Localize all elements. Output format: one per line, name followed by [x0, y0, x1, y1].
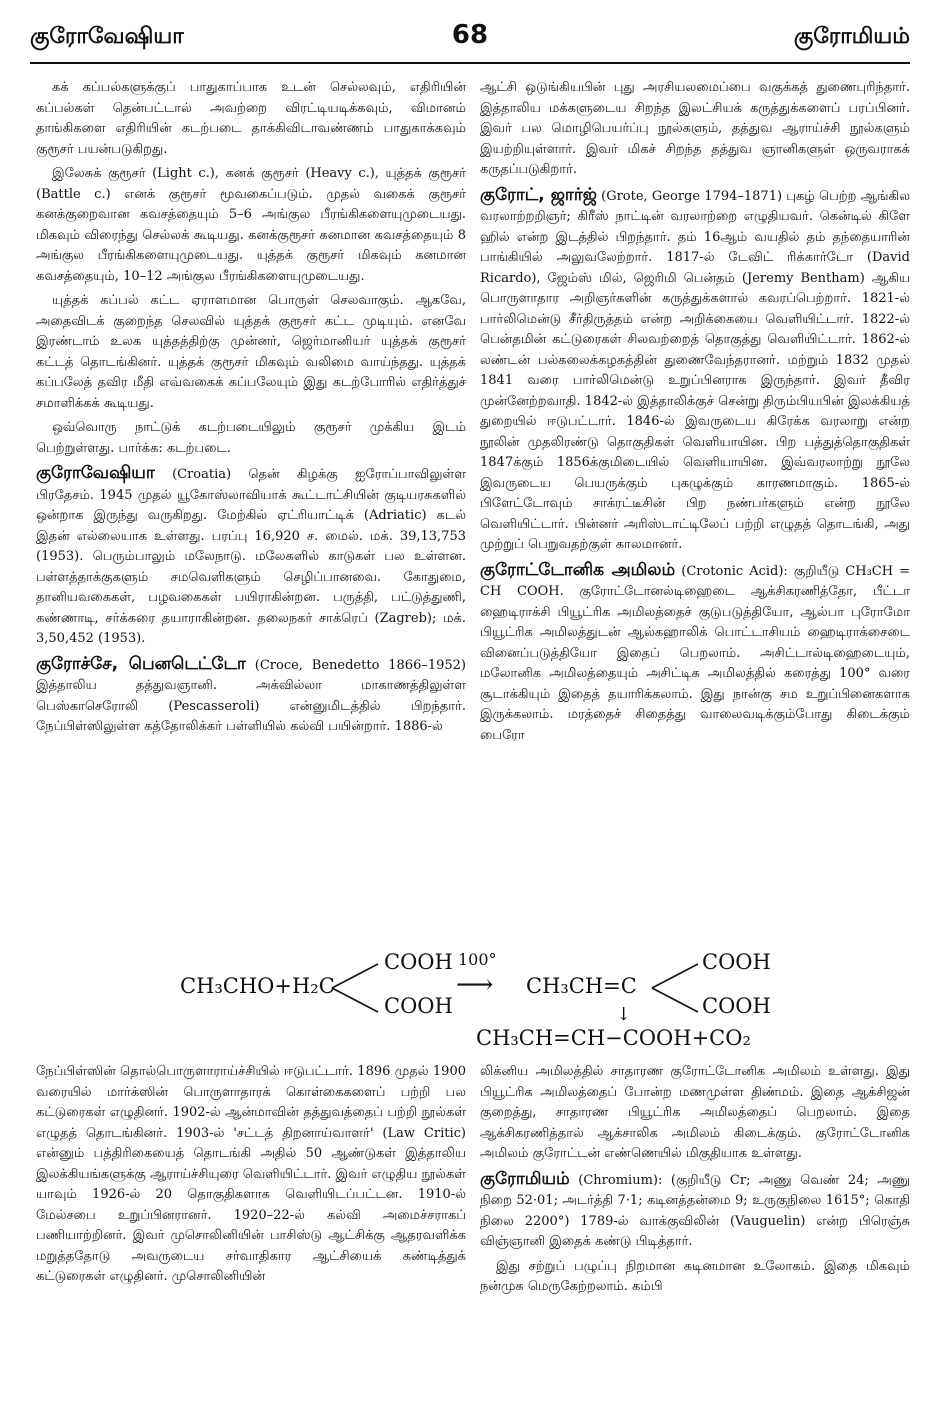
paragraph: யுத்தக் கப்பல் கட்ட ஏராளமான பொருள் செலவாகும். ஆகவே, அதைவிடக் குறைந்த செலவில் யுத்தக் குரூசர் கட்ட முடியும். எனவே இரண்டாம் உலக யுத்தத்திற்கு முன்னர், ஜெர்மானியர் யுத்தக் குரூசர் கட்டத் தொடங்கினர். யுத்தக் குரூசர் மிகவும் வலிமை வாய்ந்தது. யுத்தக் கப்பலேத் தவிர மீதி எவ்வகைக் கப்பலேயும் இது கடற்போரில் எதிர்த்துச் சமாளிக்கக் கூடியது. [36, 293, 466, 411]
entry-croatia [36, 463, 466, 650]
reaction-condition: 100° [458, 950, 497, 969]
intermediate-top-group: COOH [702, 950, 771, 974]
chemical-reaction [180, 948, 780, 1054]
entry-headword: குரோமியம் [480, 1168, 570, 1189]
entry-crotonic-acid [480, 560, 910, 747]
column-right-bottom [480, 1062, 910, 1418]
entry-text: (Croatia) தென் கிழக்கு ஐரோப்பாவிலுள்ள பிரதேசம். 1945 முதல் யூகோஸ்லாவியாக் கூட்டாட்சியின் குடியரசுகளில் ஒன்றாக இருந்து வருகிறது. மேற்கில் ஏட்ரியாட்டிக் (Adriatic) கடல் இதன் எல்லையாக உள்ளது. பரப்பு 16,920 ச. மைல். மக். 39,13,753 (1953). பெரும்பாலும் மலேநாடு. மலேகளில் காடுகள் பல உள்ளன. பள்ளத்தாக்குகளும் சமவெளிகளும் செழிப்பானவை. கோதுமை, தானியவகைகள், பழவகைகள் பயிராகின்றன. பருத்தி, பட்டுத்துணி, கண்ணாடி, சர்க்கரை தயாராகின்றன. தலைநகர் சாக்ரெப் (Zagreb); மக். 3,50,452 (1953). [36, 467, 466, 646]
page-number: 68 [451, 20, 489, 50]
branch-lines-left [330, 958, 382, 1018]
entry-headword: குரோட்டோனிக அமிலம் [480, 559, 676, 580]
paragraph: இலேசுக் குரூசர் (Light c.), கனக் குரூசர் (Heavy c.), யுத்தக் குரூசர் (Battle c.) எனக் குரூசர் மூவகைப்படும். முதல் வகைக் குரூசர் கனக்குறைவான கவசத்தையும் 5–6 அங்குல பீரங்கிகளையுமுடையது. மிகவும் விரைந்து செல்லக் கூடியது. கனக்குரூசர் கனமான கவசத்தையும் 8 அங்குல பீரங்கிகளையுமுடையது. யுத்தக் குரூசர் மிகவும் கனமான கவசத்தையும், 10–12 அங்குல பீரங்கிகளையுமுடையது. [36, 166, 466, 284]
reactant-top-group: COOH [384, 950, 453, 974]
down-arrow: ↓ [616, 1004, 632, 1025]
entry-text: (Croce, Benedetto 1866–1952) இத்தாலிய தத்துவஞானி. அக்வில்லா மாகாணத்திலுள்ள பெஸ்காசெரோலி (Pescasseroli) என்னுமிடத்தில் பிறந்தார். நேப்பிள்ஸிலுள்ள கத்தோலிக்கர் பள்ளியில் கல்வி பயின்றார். 1886-ல் [36, 657, 466, 734]
entry-text: (Chromium): (குறியீடு Cr; அணு வெண் 24; அணு நிறை 52·01; அடர்த்தி 7·1; கடினத்தன்மை 9; உருகுநிலை 1615°; கொதி நிலை 2200°) 1789-ல் வாக்குவிலின் (Vauguelin) என்ற பிரெஞ்சு விஞ்ஞானி இதைக் கண்டு பிடித்தார். [480, 1172, 910, 1249]
reactant-bottom-group: COOH [384, 994, 453, 1018]
branch-lines-right [650, 958, 702, 1018]
reactant-formula: CH₃CHO+H₂C [180, 974, 335, 998]
entry-chromium [480, 1169, 910, 1253]
column-right-top [480, 78, 910, 958]
entry-headword: குரோவேஷியா [36, 463, 155, 483]
column-left-top [36, 78, 466, 958]
column-left-bottom [36, 1062, 466, 1418]
entry-headword: குரோச்சே, பெனடெட்டோ [36, 653, 246, 674]
entry-grote [480, 185, 910, 556]
header-left-title: குரோவேஷியா [30, 24, 184, 49]
intermediate-formula: CH₃CH=C [526, 974, 637, 998]
paragraph: இது சற்றுப் பழுப்பு நிறமான கடினமான உலோகம். இதை மிகவும் நன்முக மெருகேற்றலாம். கம்பி [480, 1258, 910, 1294]
reaction-arrow: ⟶ [456, 970, 494, 1000]
entry-text: (Grote, George 1794–1871) புகழ் பெற்ற ஆங்கில வரலாற்றறிஞர்; கிரீஸ் நாட்டின் வரலாற்றை எழுதியவர். கென்டில் கிளே ஹில் என்ற இடத்தில் பிறந்தார். தம் 16ஆம் வயதில் தம் தந்தையாரின் பாங்கியில் அலுவலேற்றார். 1817-ல் டேவிட் ரிக்கார்டோ (David Ricardo), ஜேம்ஸ் மில், ஜெரிமி பென்தம் (Jeremy Bentham) ஆகிய பொருளாதார அறிஞர்களின் கருத்துக்களால் கவரப்பெற்றார். 1821-ல் பார்லிமென்டு சீர்திருத்தம் என்ற அறிக்கையை வெளியிட்டார். 1822-ல் பென்தமின் கட்டுரைகள் சிலவற்றைத் தொகுத்து வெளியிட்டார். 1862-ல் லண்டன் பல்கலைக்கழகத்தின் துணைவேந்தரானர். மற்றும் 1832 முதல் 1841 வரை பார்லிமென்டு உறுப்பினராக இருந்தார். இவர் தீவிர முன்னேற்றவாதி. 1842-ல் இத்தாலிக்குச் சென்று திரும்பியபின் இலக்கியத் துறையில் ஈடுபட்டார். 1846-ல் இவருடைய கிரேக்க வரலாறு என்ற நூலின் முதலிரண்டு தொகுதிகள் வெளியாயின. பிற பத்துத்தொகுதிகள் 1847க்கும் 1856க்குமிடையில் வெளியாயின. இவ்வரலாற்று நூலே இவருடைய பெயருக்கும் புகழுக்கும் காரணமாகும். 1865-ல் பிளேட்டோவும் சாக்ரட்டீசின் பிற நண்பர்களும் என்ற நூலே வெளியிட்டார். பின்னர் அரிஸ்டாட்டிலேப் பற்றி எழுதத் தொடங்கி, அது முற்றுப் பெறுவதற்குள் காலமானர். [480, 188, 910, 552]
product-formula: CH₃CH=CH−COOH+CO₂ [476, 1026, 751, 1050]
header-right-title: குரோமியம் [793, 24, 910, 49]
paragraph: லிக்னிய அமிலத்தில் சாதாரண குரோட்டோனிக அமிலம் உள்ளது. இது பியூட்ரிக அமிலத்தைப் போன்ற மணமுள்ள திண்மம். இதை ஆக்சிஜன் குறைத்து, சாதாரண பியூட்ரிக அமிலத்தைப் பெறலாம். இதை ஆக்சிகரணித்தால் ஆக்சாலிக அமிலம் கிடைக்கும். குரோட்டோனிக அமிலம் குரோட்டன் எண்ணெயில் மிகுதியாக உள்ளது. [480, 1064, 910, 1161]
paragraph: நேப்பிள்ஸின் தொல்பொருளாராய்ச்சியில் ஈடுபட்டார். 1896 முதல் 1900 வரையில் மார்க்ஸின் பொருளாதாரக் கொள்கைகளைப் பற்றி பல கட்டுரைகள் எழுதினர். 1902-ல் ஆன்மாவின் தத்துவத்தைப் பற்றி நூல்கள் எழுதத் தொடங்கினர். 1903-ல் 'சட்டத் திறனாய்வாளர்' (Law Critic) என்னும் பத்திரிகையைத் தொடங்கி அதில் 50 ஆண்டுகள் இத்தாலிய இலக்கியங்களுக்கு ஆராய்ச்சியுரை வெளியிட்டார். இவர் எழுதிய நூல்கள் யாவும் 1926-ல் 20 தொகுதிகளாக வெளியிடப்பட்டன. 1910-ல் மேல்சபை உறுப்பினரானர். 1920–22-ல் கல்வி அமைச்சராகப் பணியாற்றினர். இவர் முசொலினியின் பாசிஸ்டு ஆட்சிக்கு ஆதரவளிக்க மறுத்ததோடு அவருடைய சர்வாதிகார ஆட்சியைக் கண்டித்துக் கட்டுரைகள் எழுதினர். முசொலினியின் [36, 1064, 466, 1284]
intermediate-bottom-group: COOH [702, 994, 771, 1018]
paragraph: ஒவ்வொரு நாட்டுக் கடற்படையிலும் குரூசர் முக்கிய இடம் பெற்றுள்ளது. பார்க்க: கடற்படை. [36, 420, 466, 456]
entry-croce [36, 654, 466, 738]
paragraph: ஆட்சி ஒடுங்கியபின் புது அரசியலமைப்பை வகுக்கத் துணைபுரிந்தார். இத்தாலிய மக்களுடைய சிறந்த இலட்சியக் கருத்துக்களைப் பரப்பினர். இவர் பல மொழிபெயர்ப்பு நூல்களும், தத்துவ ஆராய்ச்சி நூல்களும் இயற்றியுள்ளார். இவர் மிகச் சிறந்த தத்துவ ஞானிகளுள் ஒருவராகக் கருதப்படுகிறார். [480, 80, 910, 177]
page-header [30, 18, 910, 64]
entry-headword: குரோட், ஜார்ஜ் [480, 184, 597, 205]
entry-text: (Crotonic Acid): குறியீடு CH₃CH = CH COOH. குரோட்டோனல்டிஹைடை ஆக்சிகரணித்தோ, பீட்டா ஹைடிராக்சி பியூட்ரிக அமிலத்தைச் குடுபடுத்தியோ, ஆல்பா புரோமோ பியூட்ரிக அமிலத்துடன் ஆல்கஹாலிக் பொட்டாசியம் ஹைடிராக்சைடை வினைப்படுத்தியோ இதைப் பெறலாம். அசிட்டால்டிஹைடையும், மலோனிக அமிலத்தையும் அசிட்டிக அமிலத்தில் கரைத்து 100° வரை சூடாக்கியும் இதைத் தயாரிக்கலாம். இது நான்கு சம உறுப்பினைகளாக இருக்கலாம். மரத்தைச் சிதைத்து வாலைவடிக்கும்போது கிடைக்கும் பைரோ [480, 563, 910, 743]
paragraph: கக் கப்பல்களுக்குப் பாதுகாப்பாக உடன் செல்லவும், எதிரியின் கப்பல்கள் தென்பட்டால் அவற்றை விரட்டியடிக்கவும், விமானம் தாங்கிகளை எதிரியின் கடற்படை தாக்கிவிடாவண்ணம் பாதுகாக்கவும் குரூசர் பயன்படுகிறது. [36, 80, 466, 157]
